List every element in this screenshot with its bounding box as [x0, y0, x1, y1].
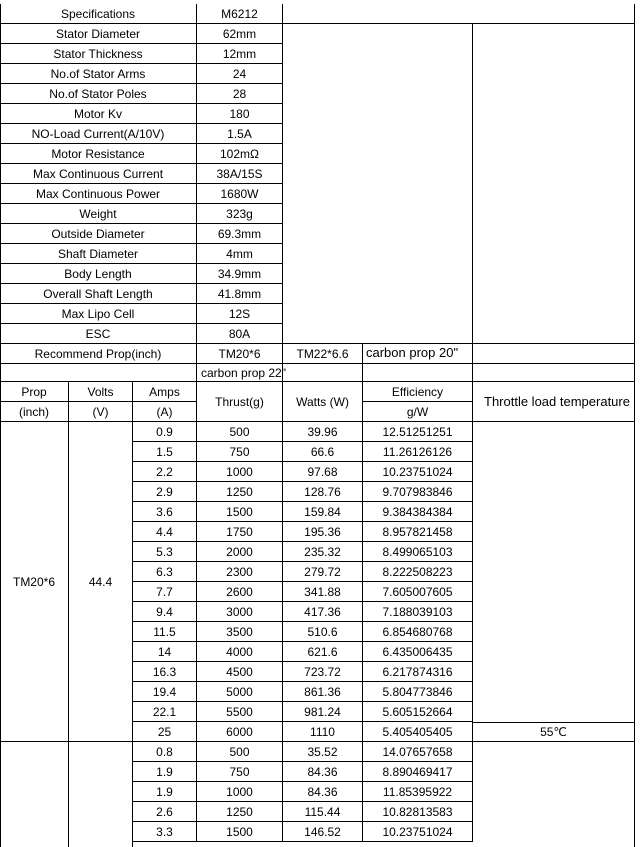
cell-thrust[interactable]: 3500	[197, 622, 283, 642]
cell-efficiency[interactable]: 6.435006435	[363, 642, 473, 662]
spec-label[interactable]: Body Length	[0, 264, 197, 284]
cell-efficiency[interactable]: 6.854680768	[363, 622, 473, 642]
extra-prop[interactable]: carbon prop 22"	[197, 364, 283, 382]
cell-amps[interactable]: 1.9	[133, 782, 197, 802]
cell-efficiency[interactable]: 8.957821458	[363, 522, 473, 542]
cell-thrust[interactable]: 1250	[197, 482, 283, 502]
spec-label[interactable]: Stator Diameter	[0, 24, 197, 44]
group-temperature-area[interactable]	[473, 422, 635, 722]
cell-thrust[interactable]: 5000	[197, 682, 283, 702]
spec-label[interactable]: Outside Diameter	[0, 224, 197, 244]
cell-efficiency[interactable]: 14.07657658	[363, 742, 473, 762]
cell-amps[interactable]: 11.5	[133, 622, 197, 642]
spec-value[interactable]: 28	[197, 84, 283, 104]
cell-thrust[interactable]: 1750	[197, 522, 283, 542]
cell-thrust[interactable]: 3000	[197, 602, 283, 622]
group-temperature[interactable]: 55℃	[473, 722, 635, 742]
cell-thrust[interactable]: 5500	[197, 702, 283, 722]
cell-watts[interactable]: 115.44	[283, 802, 363, 822]
header-prop-unit[interactable]: (inch)	[0, 402, 69, 422]
header-amps-unit[interactable]: (A)	[133, 402, 197, 422]
cell-watts[interactable]: 39.96	[283, 422, 363, 442]
spec-label[interactable]: ESC	[0, 324, 197, 344]
cell-thrust[interactable]: 4000	[197, 642, 283, 662]
cell-thrust[interactable]: 500	[197, 742, 283, 762]
spec-value[interactable]: 38A/15S	[197, 164, 283, 184]
extra-blank-right[interactable]	[473, 364, 635, 382]
spec-value[interactable]: 80A	[197, 324, 283, 344]
cell-amps[interactable]: 2.6	[133, 802, 197, 822]
cell-watts[interactable]: 97.68	[283, 462, 363, 482]
header-temperature[interactable]: Throttle load temperature	[473, 382, 635, 422]
spec-label[interactable]: Max Continuous Power	[0, 184, 197, 204]
spec-label[interactable]: Weight	[0, 204, 197, 224]
cell-efficiency[interactable]: 5.605152664	[363, 702, 473, 722]
cell-efficiency[interactable]: 7.188039103	[363, 602, 473, 622]
cell-thrust[interactable]: 750	[197, 442, 283, 462]
cell-amps[interactable]: 3.6	[133, 502, 197, 522]
cell-amps[interactable]: 14	[133, 642, 197, 662]
cell-watts[interactable]: 1110	[283, 722, 363, 742]
cell-amps[interactable]: 0.8	[133, 742, 197, 762]
cell-amps[interactable]: 9.4	[133, 602, 197, 622]
spec-value[interactable]: 41.8mm	[197, 284, 283, 304]
recommend-prop-1[interactable]: TM20*6	[197, 344, 283, 364]
cell-thrust[interactable]: 4500	[197, 662, 283, 682]
cell-thrust[interactable]: 750	[197, 762, 283, 782]
spec-label[interactable]: No.of Stator Arms	[0, 64, 197, 84]
cell-thrust[interactable]: 1500	[197, 502, 283, 522]
cell-thrust[interactable]: 2000	[197, 542, 283, 562]
left-border	[0, 4, 1, 847]
header-prop[interactable]: Prop	[0, 382, 69, 402]
cell-amps[interactable]: 2.2	[133, 462, 197, 482]
extra-blank-mid2[interactable]	[363, 364, 473, 382]
cell-watts[interactable]: 341.88	[283, 582, 363, 602]
header-thrust[interactable]: Thrust(g)	[197, 382, 283, 422]
cell-watts[interactable]: 417.36	[283, 602, 363, 622]
cell-efficiency[interactable]: 8.499065103	[363, 542, 473, 562]
spec-label[interactable]: Max Continuous Current	[0, 164, 197, 184]
spec-value[interactable]: 34.9mm	[197, 264, 283, 284]
header-volts[interactable]: Volts	[69, 382, 133, 402]
cell-amps[interactable]: 1.9	[133, 762, 197, 782]
spec-value[interactable]: 62mm	[197, 24, 283, 44]
header-efficiency[interactable]: Efficiency	[363, 382, 473, 402]
spec-label[interactable]: Max Lipo Cell	[0, 304, 197, 324]
spec-label[interactable]: Motor Kv	[0, 104, 197, 124]
spec-label[interactable]: Motor Resistance	[0, 144, 197, 164]
spec-label[interactable]: Shaft Diameter	[0, 244, 197, 264]
spec-value[interactable]: 24	[197, 64, 283, 84]
cell-efficiency[interactable]: 10.23751024	[363, 462, 473, 482]
spec-label[interactable]: No.of Stator Poles	[0, 84, 197, 104]
spec-header-value[interactable]: M6212	[197, 4, 283, 24]
spec-value[interactable]: 12S	[197, 304, 283, 324]
cell-efficiency[interactable]: 5.405405405	[363, 722, 473, 742]
spec-value[interactable]: 69.3mm	[197, 224, 283, 244]
cell-watts[interactable]: 510.6	[283, 622, 363, 642]
cell-efficiency[interactable]: 11.26126126	[363, 442, 473, 462]
cell-watts[interactable]: 861.36	[283, 682, 363, 702]
recommend-prop-label[interactable]: Recommend Prop(inch)	[0, 344, 197, 364]
cell-amps[interactable]: 5.3	[133, 542, 197, 562]
cell-amps[interactable]: 4.4	[133, 522, 197, 542]
header-efficiency-unit[interactable]: g/W	[363, 402, 473, 422]
spec-value[interactable]: 1680W	[197, 184, 283, 204]
spec-label[interactable]: NO-Load Current(A/10V)	[0, 124, 197, 144]
cell-amps[interactable]: 16.3	[133, 662, 197, 682]
spec-value[interactable]: 323g	[197, 204, 283, 224]
cell-watts[interactable]: 159.84	[283, 502, 363, 522]
spec-value[interactable]: 1.5A	[197, 124, 283, 144]
cell-efficiency[interactable]: 5.804773846	[363, 682, 473, 702]
spec-value[interactable]: 180	[197, 104, 283, 124]
cell-thrust[interactable]: 2300	[197, 562, 283, 582]
cell-watts[interactable]: 84.36	[283, 782, 363, 802]
cell-efficiency[interactable]: 9.707983846	[363, 482, 473, 502]
cell-thrust[interactable]: 1000	[197, 782, 283, 802]
cell-efficiency[interactable]: 10.23751024	[363, 822, 473, 842]
recommend-prop-2[interactable]: TM22*6.6	[283, 344, 363, 364]
cell-efficiency[interactable]: 11.85395922	[363, 782, 473, 802]
cell-efficiency[interactable]: 7.605007605	[363, 582, 473, 602]
cell-amps[interactable]: 22.1	[133, 702, 197, 722]
group-temperature-area[interactable]	[473, 742, 635, 847]
cell-amps[interactable]: 0.9	[133, 422, 197, 442]
group-volts[interactable]: 44.4	[69, 422, 133, 742]
cell-efficiency[interactable]: 6.217874316	[363, 662, 473, 682]
cell-thrust[interactable]: 1250	[197, 802, 283, 822]
spec-blank-area-right[interactable]	[473, 24, 635, 344]
header-amps[interactable]: Amps	[133, 382, 197, 402]
cell-watts[interactable]: 723.72	[283, 662, 363, 682]
cell-thrust[interactable]: 1500	[197, 822, 283, 842]
cell-thrust[interactable]: 1000	[197, 462, 283, 482]
extra-blank-mid[interactable]	[283, 364, 363, 382]
cell-watts[interactable]: 235.32	[283, 542, 363, 562]
extra-blank-left[interactable]	[0, 364, 197, 382]
cell-thrust[interactable]: 2600	[197, 582, 283, 602]
spec-label[interactable]: Stator Thickness	[0, 44, 197, 64]
group-volts[interactable]	[69, 742, 133, 847]
cell-watts[interactable]: 146.52	[283, 822, 363, 842]
recommend-prop-3[interactable]: carbon prop 20"	[363, 344, 473, 364]
spec-value[interactable]: 4mm	[197, 244, 283, 264]
group-prop[interactable]	[0, 742, 69, 847]
cell-efficiency[interactable]: 10.82813583	[363, 802, 473, 822]
spec-value[interactable]: 102mΩ	[197, 144, 283, 164]
cell-watts[interactable]: 128.76	[283, 482, 363, 502]
cell-watts[interactable]: 279.72	[283, 562, 363, 582]
recommend-blank[interactable]	[473, 344, 635, 364]
cell-efficiency[interactable]: 9.384384384	[363, 502, 473, 522]
cell-amps[interactable]: 1.5	[133, 442, 197, 462]
spec-label[interactable]: Overall Shaft Length	[0, 284, 197, 304]
group-prop[interactable]: TM20*6	[0, 422, 69, 742]
cell-thrust[interactable]: 6000	[197, 722, 283, 742]
cell-amps[interactable]: 7.7	[133, 582, 197, 602]
cell-efficiency[interactable]: 12.51251251	[363, 422, 473, 442]
cell-watts[interactable]: 981.24	[283, 702, 363, 722]
spec-header-blank[interactable]	[283, 4, 635, 24]
cell-amps[interactable]: 3.3	[133, 822, 197, 842]
header-volts-unit[interactable]: (V)	[69, 402, 133, 422]
cell-watts[interactable]: 621.6	[283, 642, 363, 662]
cell-watts[interactable]: 195.36	[283, 522, 363, 542]
cell-watts[interactable]: 35.52	[283, 742, 363, 762]
cell-amps[interactable]: 25	[133, 722, 197, 742]
cell-watts[interactable]: 66.6	[283, 442, 363, 462]
cell-amps[interactable]: 2.9	[133, 482, 197, 502]
cell-amps[interactable]: 6.3	[133, 562, 197, 582]
cell-efficiency[interactable]: 8.890469417	[363, 762, 473, 782]
cell-thrust[interactable]: 500	[197, 422, 283, 442]
cell-amps[interactable]: 19.4	[133, 682, 197, 702]
spec-value[interactable]: 12mm	[197, 44, 283, 64]
cell-watts[interactable]: 84.36	[283, 762, 363, 782]
spec-header-label[interactable]: Specifications	[0, 4, 197, 24]
spec-blank-area-left[interactable]	[283, 24, 473, 344]
cell-efficiency[interactable]: 8.222508223	[363, 562, 473, 582]
header-watts[interactable]: Watts (W)	[283, 382, 363, 422]
